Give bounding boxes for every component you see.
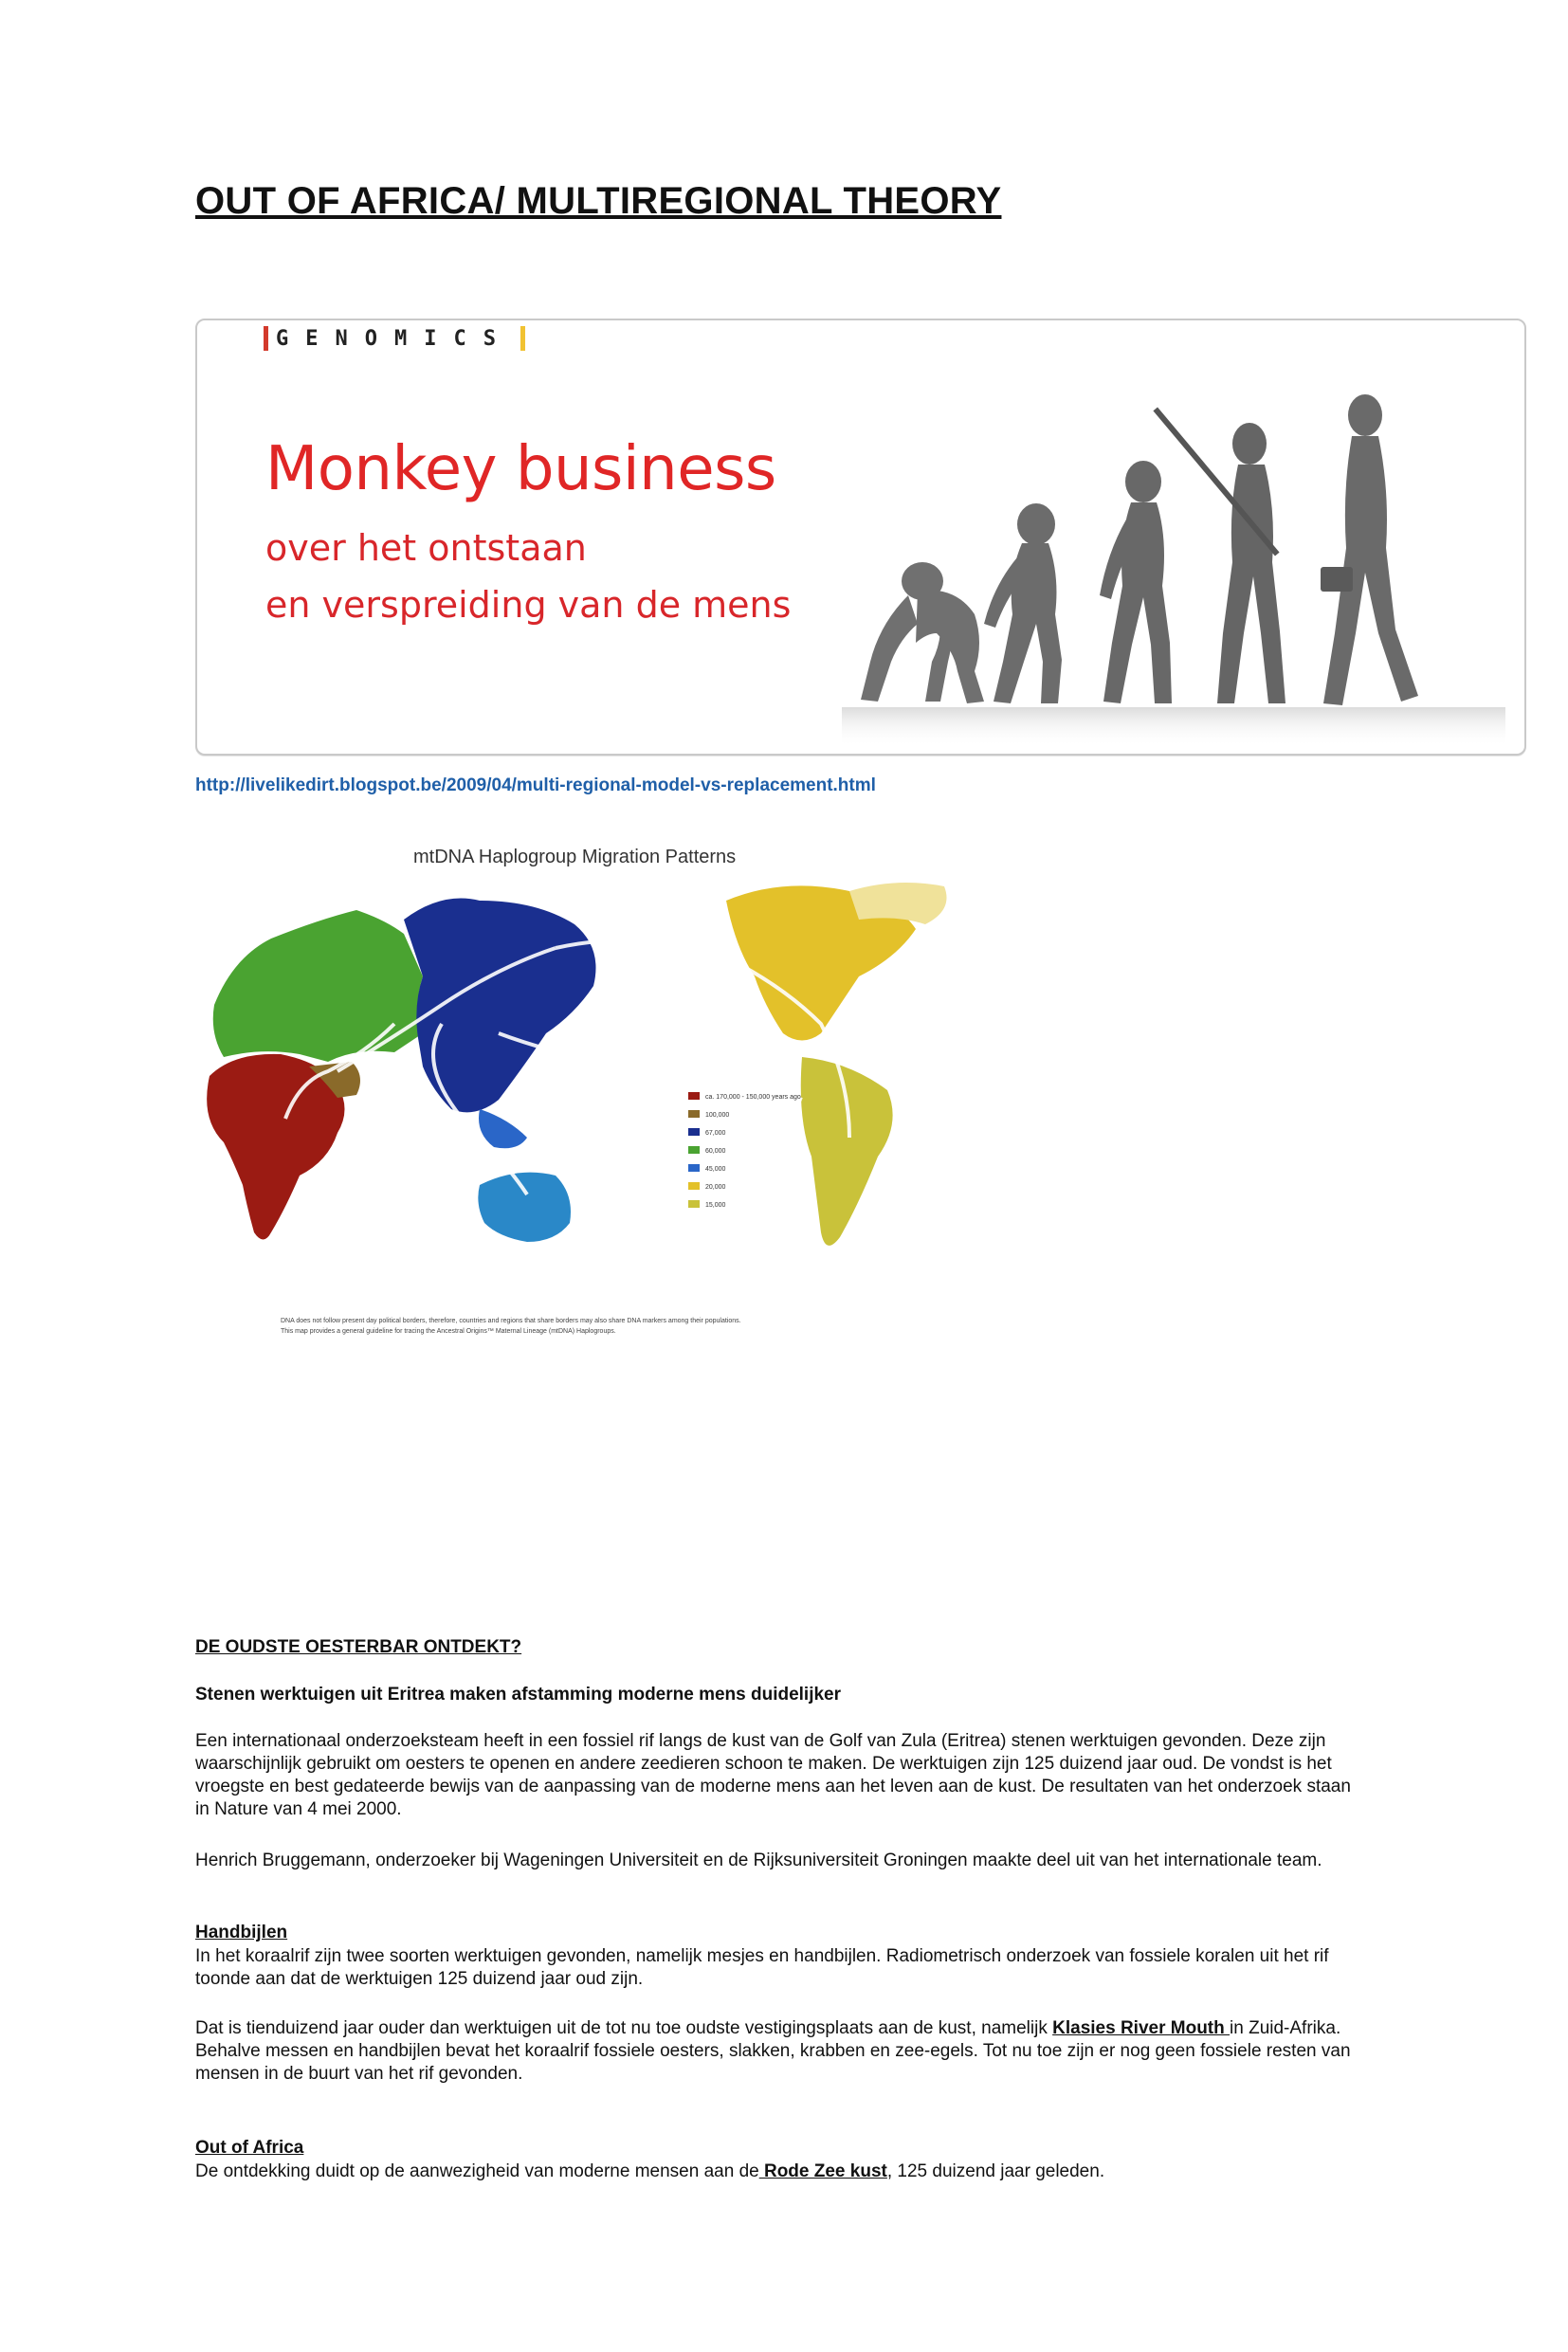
source-link[interactable]: http://livelikedirt.blogspot.be/2009/04/multi-regional-model-vs-replacement.html — [195, 775, 876, 795]
africa-region — [207, 1054, 344, 1240]
article-heading: DE OUDSTE OESTERBAR ONTDEKT? — [195, 1637, 522, 1657]
article-paragraph-1: Een internationaal onderzoeksteam heeft in een fossiel rif langs de kust van de Golf van Zula (Eritrea) stenen werktuigen gevonden. Deze zijn waarschijnlijk gebruikt om oesters te openen en andere zeedieren schoon te maken. De werktuigen zijn 125 duizend jaar oud. De vondst is het vroegste en best gedateerde bewijs van de aanpassing van de moderne mens aan het leven aan de kust. De resultaten van het onderzoek staan in Nature van 4 mei 2000. — [195, 1731, 1351, 1819]
page-title: OUT OF AFRICA/ MULTIREGIONAL THEORY — [195, 180, 1002, 222]
genomics-banner — [195, 319, 1526, 756]
asia-region — [404, 899, 596, 1113]
map-title: mtDNA Haplogroup Migration Patterns — [413, 847, 737, 867]
brand-bar-left — [264, 326, 268, 351]
map-legend — [688, 1092, 801, 1209]
map-footnote-line1: DNA does not follow present day political borders, therefore, countries and regions that share borders may also share DNA markers among their populations. — [281, 1318, 741, 1324]
evolution-silhouettes-image — [842, 349, 1505, 747]
handbijlen-heading: Handbijlen — [195, 1923, 288, 1942]
paragraph-5-text-a: De ontdekking duidt op de aanwezigheid van moderne mensen aan de — [195, 2161, 759, 2181]
rode-zee-kust-link[interactable]: Rode Zee kust — [758, 2161, 887, 2181]
article-paragraph-2: Henrich Bruggemann, onderzoeker bij Wageningen Universiteit en de Rijksuniversiteit Groningen maakte deel uit van het internationale team. — [195, 1851, 1322, 1870]
banner-subtitle-line1: over het ontstaan — [265, 527, 587, 569]
south-america-region — [801, 1057, 893, 1246]
legend-label-6: 20,000 — [705, 1184, 726, 1191]
article-paragraph-4 — [195, 2017, 1357, 2086]
article-paragraph-3: In het koraalrif zijn twee soorten werktuigen gevonden, namelijk mesjes en handbijlen. Radiometrisch onderzoek van fossiele koralen uit het rif toonde aan dat de werktuigen 125 duizend jaar oud zijn. — [195, 1946, 1329, 1989]
klasies-river-mouth-link[interactable]: Klasies River Mouth — [1052, 2018, 1231, 2038]
arctic-region — [849, 883, 947, 924]
banner-headline: Monkey business — [265, 434, 776, 504]
legend-label-4: 60,000 — [705, 1148, 726, 1155]
australia-region — [478, 1173, 571, 1242]
out-of-africa-heading: Out of Africa — [195, 2138, 304, 2158]
brand-text: GENOMICS — [276, 326, 513, 351]
article-subheading: Stenen werktuigen uit Eritrea maken afstamming moderne mens duidelijker — [195, 1685, 842, 1705]
mtdna-migration-map — [195, 834, 1030, 1346]
legend-label-1: ca. 170,000 - 150,000 years ago — [705, 1094, 801, 1101]
legend-label-2: 100,000 — [705, 1112, 730, 1119]
legend-label-5: 45,000 — [705, 1166, 726, 1173]
paragraph-4-text-a: Dat is tienduizend jaar ouder dan werktuigen uit de tot nu toe oudste vestigingsplaats aan de kust, namelijk — [195, 2018, 1053, 2038]
legend-label-3: 67,000 — [705, 1130, 726, 1137]
brand-bar-right — [520, 326, 525, 351]
paragraph-5-text-b: , 125 duizend jaar geleden. — [886, 2161, 1105, 2181]
article-paragraph-5 — [195, 2161, 1357, 2183]
genomics-brand — [264, 326, 525, 351]
legend-label-7: 15,000 — [705, 1202, 726, 1209]
paragraph-4-text-b: in Zuid-Afrika. Behalve messen en handbijlen bevat het koraalrif fossiele oesters, slakken, krabben en zee-egels. Tot nu toe zijn er nog geen fossiele resten van mensen in de buurt van het rif gevonden. — [195, 2018, 1351, 2084]
map-footnote-line2: This map provides a general guideline for tracing the Ancestral Origins™ Maternal Lineage (mtDNA) Haplogroups. — [281, 1328, 616, 1335]
banner-subtitle-line2: en verspreiding van de mens — [265, 584, 792, 626]
